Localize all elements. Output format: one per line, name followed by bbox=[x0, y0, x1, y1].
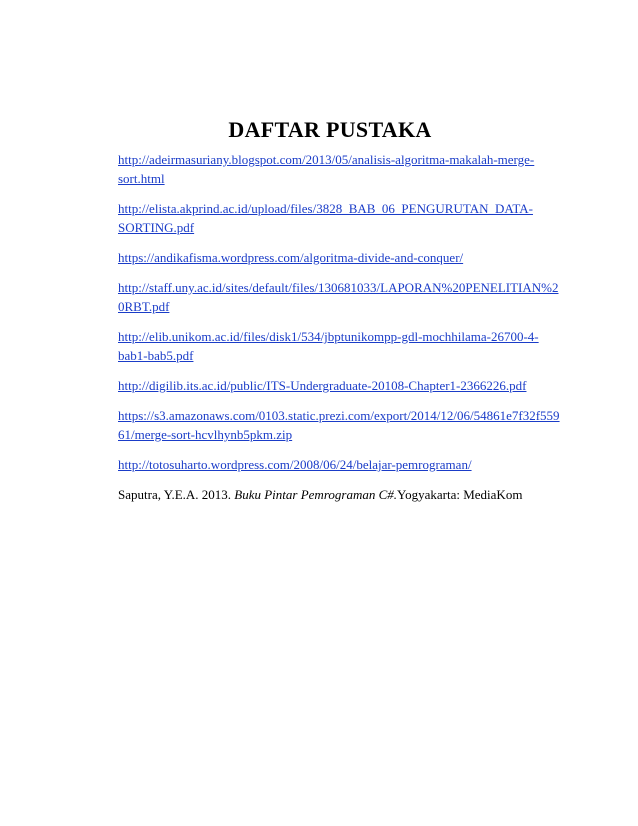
reference-item bbox=[118, 406, 560, 444]
reference-link-line: 61/merge-sort-hcvlhynb5pkm.zip bbox=[118, 427, 293, 442]
reference-link-line: bab1-bab5.pdf bbox=[118, 348, 194, 363]
reference-item bbox=[118, 150, 535, 188]
reference-link-line: https://s3.amazonaws.com/0103.static.prezi.com/export/2014/12/06/54861e7f32f559 bbox=[118, 408, 560, 423]
book-title: Buku Pintar Pemrograman C#. bbox=[234, 487, 398, 502]
reference-item bbox=[118, 455, 528, 474]
reference-link[interactable] bbox=[118, 406, 560, 444]
reference-link[interactable] bbox=[118, 150, 535, 188]
reference-link[interactable] bbox=[118, 248, 528, 267]
reference-link-line: 0RBT.pdf bbox=[118, 299, 170, 314]
reference-link-line: SORTING.pdf bbox=[118, 220, 195, 235]
reference-link[interactable] bbox=[118, 278, 559, 316]
reference-link[interactable] bbox=[118, 327, 539, 365]
reference-link-line: http://elib.unikom.ac.id/files/disk1/534/jbptunikompp-gdl-mochhilama-26700-4- bbox=[118, 329, 539, 344]
reference-link-line: http://elista.akprind.ac.id/upload/files/3828_BAB_06_PENGURUTAN_DATA- bbox=[118, 201, 533, 216]
book-reference bbox=[118, 485, 528, 504]
reference-link[interactable] bbox=[118, 455, 528, 474]
page-title: DAFTAR PUSTAKA bbox=[228, 117, 432, 142]
reference-item bbox=[118, 376, 528, 395]
reference-item bbox=[118, 199, 533, 237]
reference-item bbox=[118, 327, 539, 365]
reference-item bbox=[118, 278, 559, 316]
reference-link-line: http://totosuharto.wordpress.com/2008/06/24/belajar-pemrograman/ bbox=[118, 457, 472, 472]
reference-link[interactable] bbox=[118, 199, 533, 237]
reference-link-line: http://digilib.its.ac.id/public/ITS-Undergraduate-20108-Chapter1-2366226.pdf bbox=[118, 378, 527, 393]
book-publisher: Yogyakarta: MediaKom bbox=[397, 487, 523, 502]
reference-link-line: http://adeirmasuriany.blogspot.com/2013/05/analisis-algoritma-makalah-merge- bbox=[118, 152, 535, 167]
reference-link-line: https://andikafisma.wordpress.com/algoritma-divide-and-conquer/ bbox=[118, 250, 464, 265]
reference-link-line: sort.html bbox=[118, 171, 165, 186]
reference-link-line: http://staff.uny.ac.id/sites/default/files/130681033/LAPORAN%20PENELITIAN%2 bbox=[118, 280, 559, 295]
book-author-year: Saputra, Y.E.A. 2013. bbox=[118, 487, 235, 502]
reference-link[interactable] bbox=[118, 376, 528, 395]
reference-item bbox=[118, 248, 528, 267]
reference-list bbox=[118, 150, 560, 515]
